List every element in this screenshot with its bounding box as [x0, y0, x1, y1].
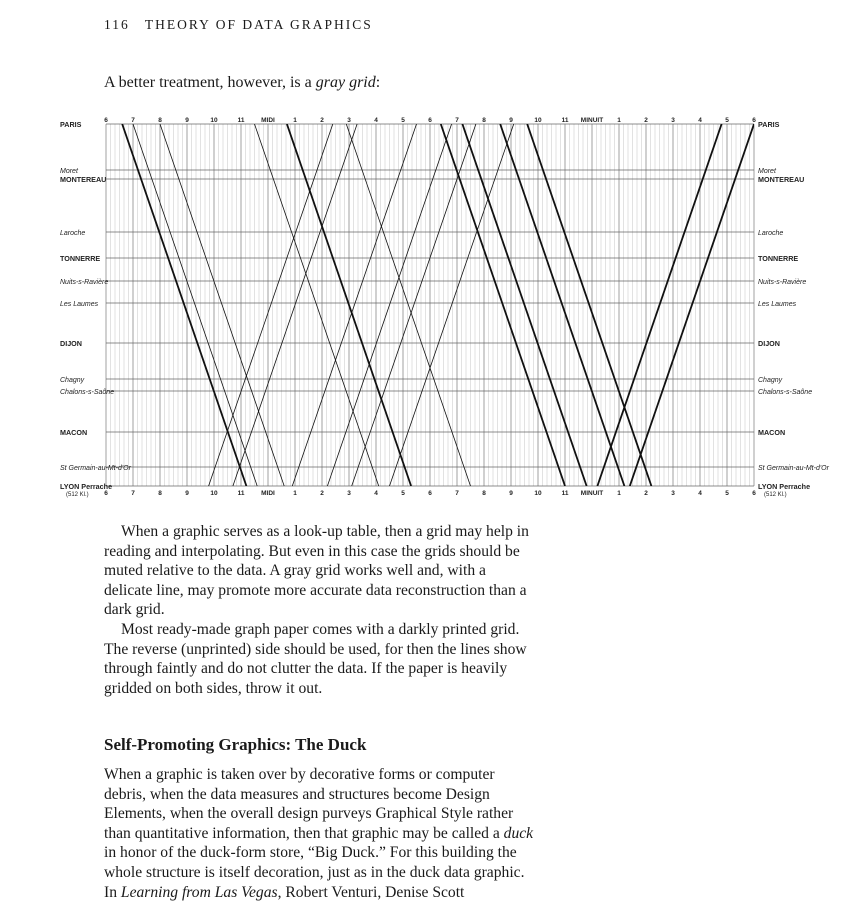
hour-tick-label: 2 — [320, 490, 324, 497]
hour-tick-label: 9 — [509, 490, 513, 497]
hour-tick-label: 10 — [534, 117, 542, 124]
station-label: PARIS — [60, 120, 82, 129]
hour-tick-label: 6 — [428, 117, 432, 124]
duck-text-3: , Robert Venturi, Denise Scott — [277, 883, 465, 901]
hour-tick-label: 11 — [561, 490, 569, 497]
station-label: Laroche — [60, 230, 86, 237]
intro-emphasis: gray grid — [315, 74, 376, 91]
station-label: DIJON — [60, 339, 82, 348]
intro-colon: : — [375, 74, 381, 91]
hour-tick-label: 3 — [671, 117, 675, 124]
running-header — [104, 17, 373, 33]
hour-tick-label: 1 — [293, 117, 297, 124]
paragraph-graph-paper — [104, 620, 534, 698]
hour-tick-label: 11 — [237, 490, 245, 497]
station-label: Les Laumes — [60, 301, 99, 308]
hour-tick-label: 7 — [455, 490, 459, 497]
station-label: St Germain-au-Mt-d'Or — [758, 465, 829, 472]
hour-tick-label: 1 — [617, 490, 621, 497]
station-label: Laroche — [758, 230, 784, 237]
intro-sentence — [104, 74, 380, 92]
duck-term: duck — [503, 824, 534, 842]
hour-tick-label: 1 — [293, 490, 297, 497]
hour-tick-label: MIDI — [261, 490, 275, 497]
hour-tick-label: 3 — [347, 117, 351, 124]
hour-tick-label: 4 — [374, 117, 378, 124]
hour-tick-label: 6 — [752, 117, 756, 124]
book-title: Learning from Las Vegas — [120, 883, 278, 901]
paragraph-gray-grid — [104, 522, 534, 620]
hour-tick-label: 7 — [131, 490, 135, 497]
hour-tick-label: 8 — [482, 117, 486, 124]
hour-tick-label: 6 — [752, 490, 756, 497]
station-label: Chalons-s-Saône — [758, 389, 813, 396]
hour-tick-label: 2 — [644, 490, 648, 497]
hour-tick-label: 5 — [725, 117, 729, 124]
hour-tick-label: 2 — [320, 117, 324, 124]
station-label: MONTEREAU — [758, 175, 805, 184]
page-number: 116 — [104, 17, 130, 32]
hour-tick-label: 8 — [158, 490, 162, 497]
hour-tick-label: 9 — [185, 117, 189, 124]
station-label: Chalons-s-Saône — [60, 389, 115, 396]
hour-tick-label: 3 — [671, 490, 675, 497]
hour-tick-label: 6 — [428, 490, 432, 497]
hour-tick-label: 6 — [104, 117, 108, 124]
station-label: LYON Perrache — [60, 482, 113, 491]
hour-tick-label: 10 — [210, 490, 218, 497]
hour-tick-label: MINUIT — [580, 117, 604, 124]
duck-text-2: in honor of the duck-form store, “Big Duck.” For this building the whole structure is itself decoration, just as in the duck data graphic. In — [104, 844, 525, 901]
station-label: Les Laumes — [758, 301, 797, 308]
station-label: LYON Perrache — [758, 482, 811, 491]
lyon-distance-label: (512 Kl.) — [764, 492, 787, 498]
station-label: DIJON — [758, 339, 780, 348]
hour-tick-label: 9 — [185, 490, 189, 497]
paragraph-text: Most ready-made graph paper comes with a darkly printed grid. The reverse (unprinted) side should be used, for then the lines show through faintly and do not clutter the data. If the paper is heavily gridded on both sides, throw it out. — [104, 621, 527, 697]
hour-tick-label: MIDI — [261, 117, 275, 124]
station-label: MACON — [60, 428, 88, 437]
station-label: Nuits-s-Ravière — [758, 279, 807, 286]
station-label: PARIS — [758, 120, 780, 129]
station-label: Chagny — [60, 377, 85, 384]
station-labels — [60, 120, 830, 498]
train-timetable-chart — [0, 112, 863, 502]
hour-tick-label: 4 — [374, 490, 378, 497]
station-label: TONNERRE — [60, 254, 101, 263]
hour-tick-label: 3 — [347, 490, 351, 497]
hour-tick-label: 8 — [158, 117, 162, 124]
hour-tick-label: 4 — [698, 117, 702, 124]
hour-tick-label: 2 — [644, 117, 648, 124]
timetable-svg — [0, 112, 863, 502]
hour-tick-label: 7 — [455, 117, 459, 124]
station-label: Moret — [758, 168, 776, 175]
paragraph-text: When a graphic serves as a look-up table, then a grid may help in reading and interpolating. But even in this case the grids should be muted relative to the data. A gray grid works well and, with a delicate line, may promote more accurate data reconstruction than a dark grid. — [104, 523, 529, 619]
hour-tick-label: 6 — [104, 490, 108, 497]
paragraph-duck — [104, 765, 534, 902]
station-label: MONTEREAU — [60, 175, 107, 184]
hour-tick-label: 11 — [561, 117, 569, 124]
running-title: THEORY OF DATA GRAPHICS — [144, 17, 373, 32]
hour-tick-label: 5 — [401, 490, 405, 497]
hour-tick-label: 5 — [401, 117, 405, 124]
station-label: Moret — [60, 168, 78, 175]
section-heading: Self-Promoting Graphics: The Duck — [104, 735, 367, 754]
hour-tick-label: 11 — [237, 117, 245, 124]
station-label: St Germain-au-Mt-d'Or — [60, 465, 131, 472]
intro-text: A better treatment, however, is a — [104, 74, 316, 91]
lyon-distance-label: (512 Kl.) — [66, 492, 89, 498]
hour-tick-label: 7 — [131, 117, 135, 124]
station-label: MACON — [758, 428, 786, 437]
hour-tick-label: 4 — [698, 490, 702, 497]
hour-tick-label: 8 — [482, 490, 486, 497]
station-label: TONNERRE — [758, 254, 799, 263]
hour-tick-label: 10 — [210, 117, 218, 124]
hour-tick-label: 1 — [617, 117, 621, 124]
duck-text-1: When a graphic is taken over by decorative forms or computer debris, when the data measures and structures become Design Elements, when the overall design purveys Graphical Style rather than quantitative information, then that graphic may be called a — [104, 766, 514, 842]
hour-tick-label: 5 — [725, 490, 729, 497]
hour-tick-label: MINUIT — [580, 490, 604, 497]
hour-tick-label: 10 — [534, 490, 542, 497]
hour-tick-label: 9 — [509, 117, 513, 124]
station-label: Chagny — [758, 377, 783, 384]
station-label: Nuits-s-Ravière — [60, 279, 109, 286]
